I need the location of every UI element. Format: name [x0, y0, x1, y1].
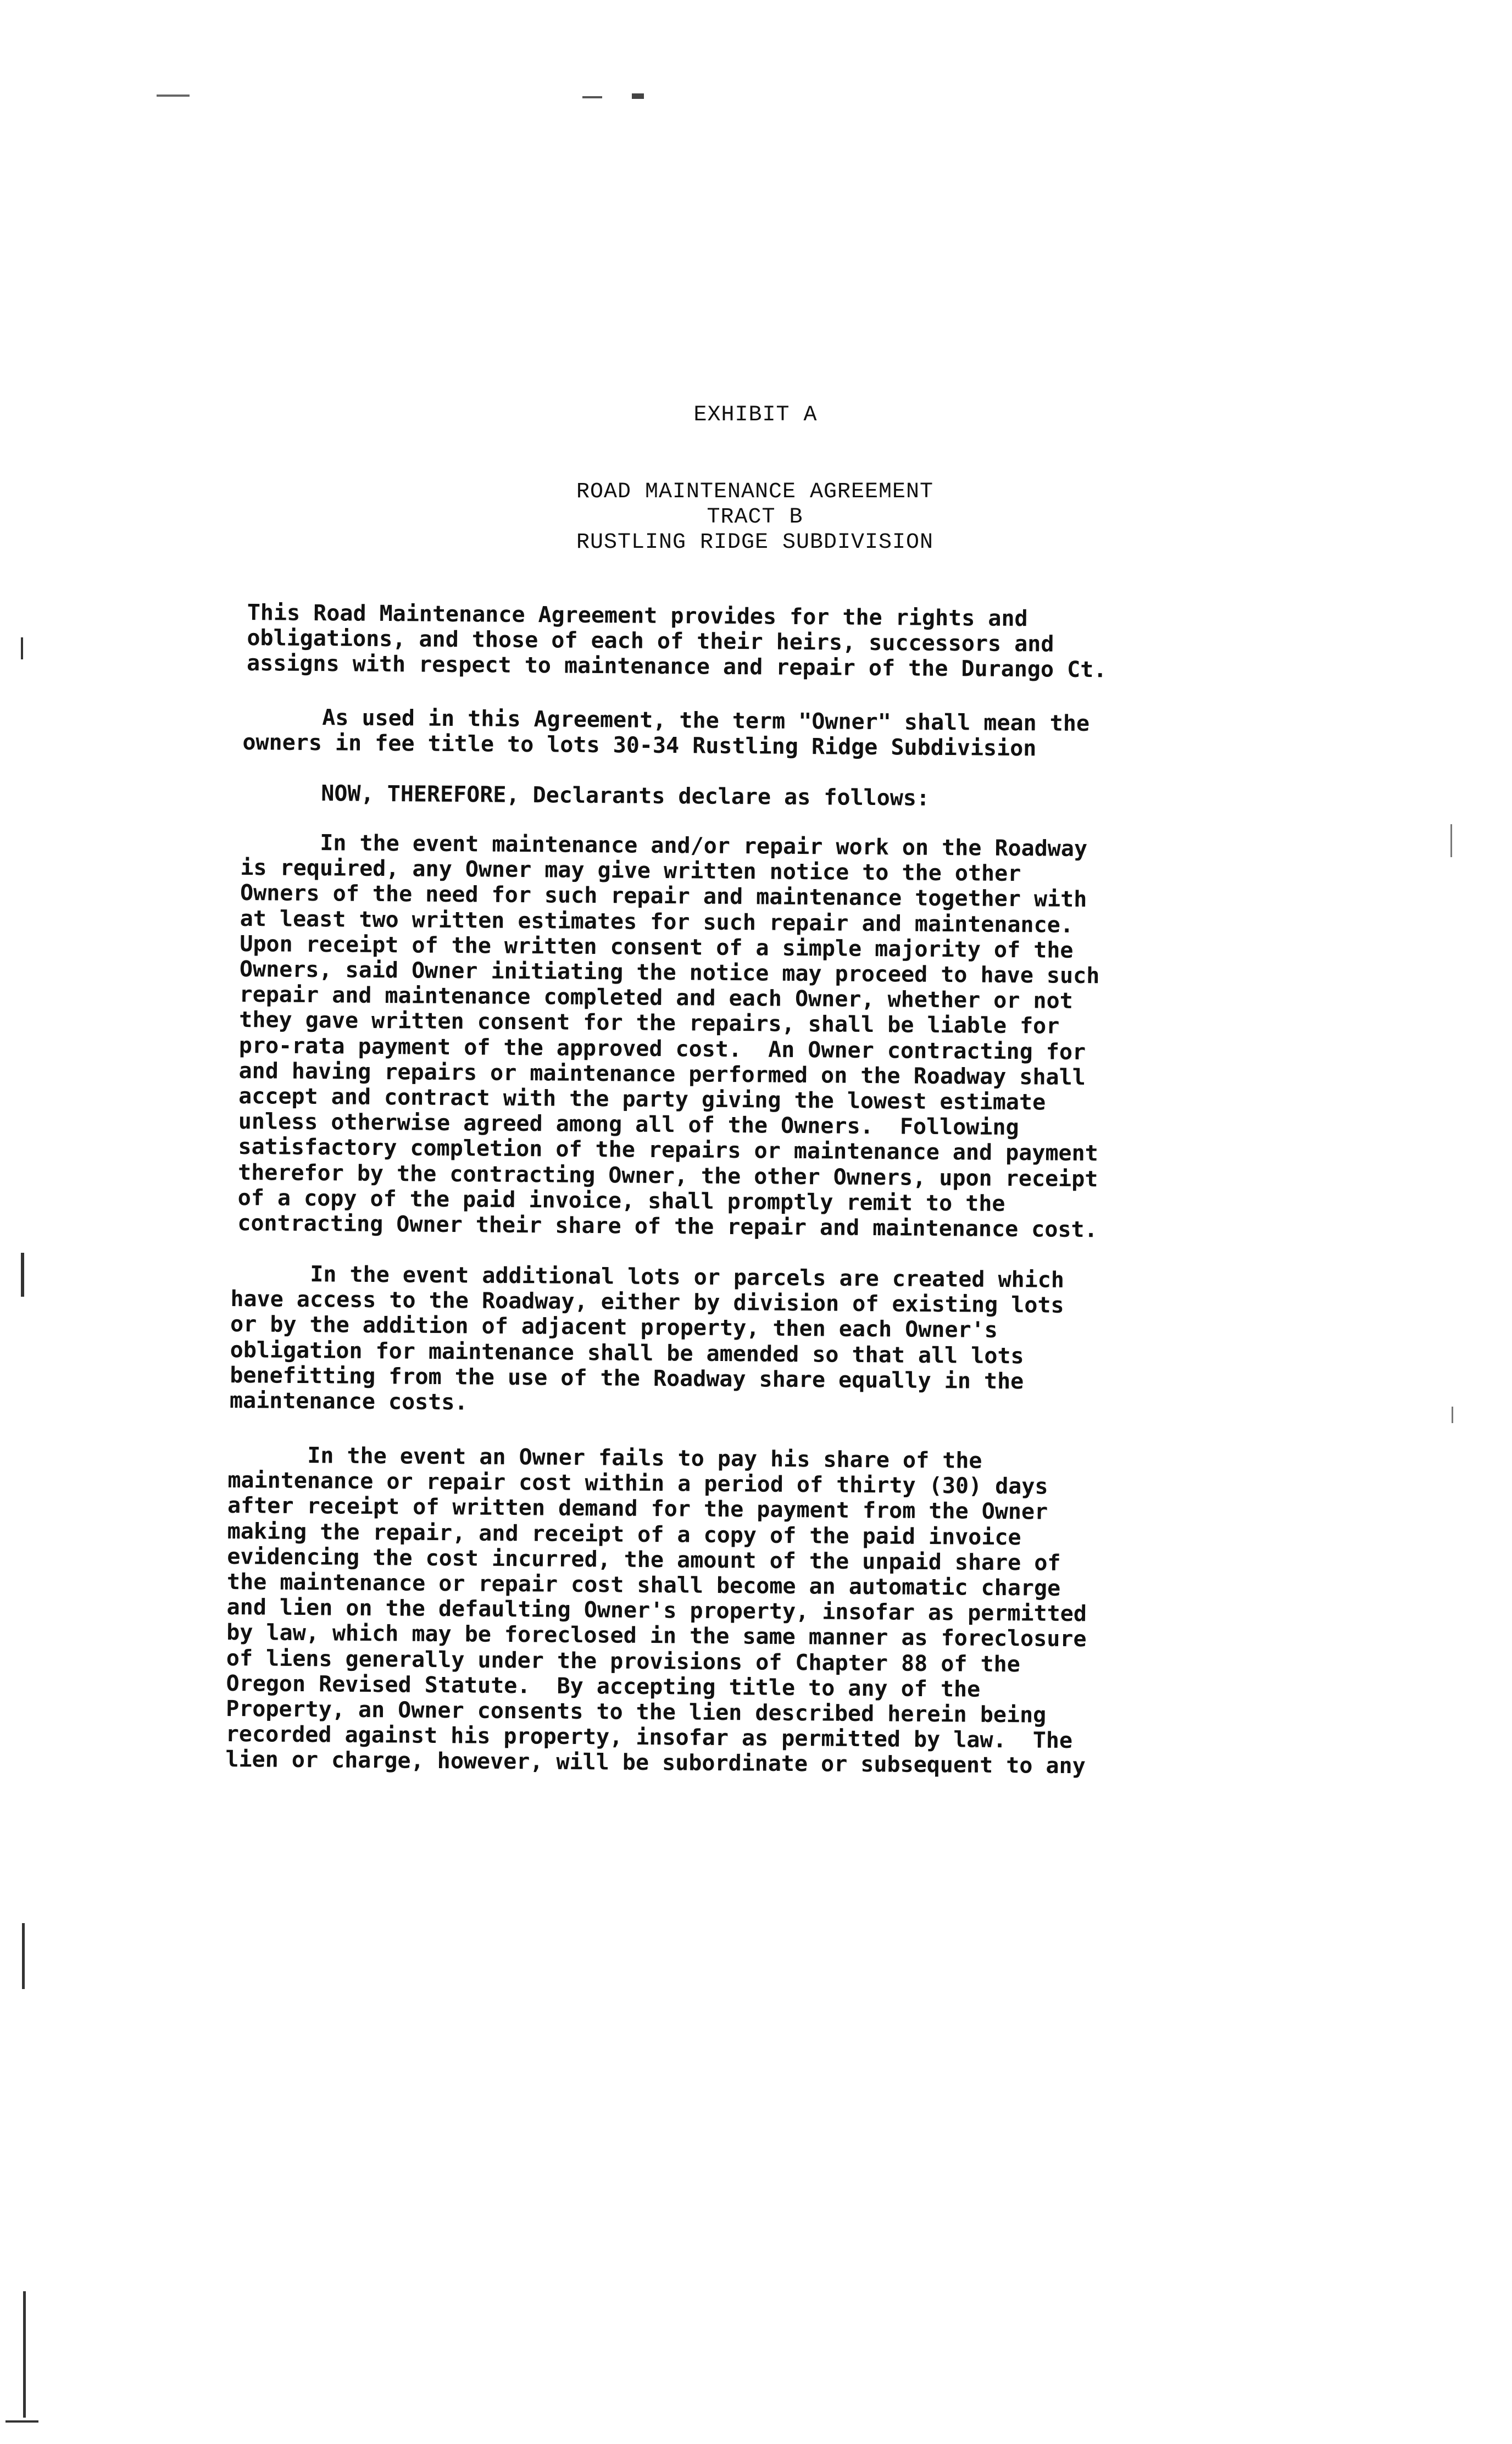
left-edge-mark [21, 1253, 24, 1297]
scan-mark [582, 96, 602, 98]
owner-definition-paragraph: As used in this Agreement, the term "Owner" shall mean the owners in fee title to lots 30-34 Rustling Ridge Subdivision [242, 704, 1090, 762]
right-edge-mark [1450, 824, 1452, 857]
subdivision-title: RUSTLING RIDGE SUBDIVISION [576, 530, 934, 555]
additional-lots-paragraph: In the event additional lots or parcels are created which have access to the Roadway, either by division of existing lots or by the addition of adjacent property, then each Owner's obligation for maintenance shall be amended so that all lots benefitting from the use of the Roadway share equally in the maintenance costs. [229, 1261, 1065, 1415]
left-edge-mark [21, 637, 23, 659]
right-edge-mark [1452, 1407, 1453, 1423]
left-edge-mark [22, 1923, 25, 1989]
scan-mark [632, 93, 644, 99]
bottom-edge-mark [5, 2420, 38, 2423]
repair-procedure-paragraph: In the event maintenance and/or repair work on the Roadway is required, any Owner may give written notice to the other Owners of the need for such repair and maintenance together with at least two written estimates for such repair and maintenance. Upon receipt of the written consent of a simple majority of the Owners, said Owner initiating the notice may proceed to have such repair and maintenance completed and each Owner, whether or not they gave written consent for the repairs, shall be liable for pro-rata payment of the approved cost. An Owner contracting for and having repairs or maintenance performed on the Roadway shall accept and contract with the party giving the lowest estimate unless otherwise agreed among all of the Owners. Following satisfactory completion of the repairs or maintenance and payment therefor by the contracting Owner, the other Owners, upon receipt of a copy of the paid invoice, shall promptly remit to the contracting Owner their share of the repair and maintenance cost. [237, 830, 1100, 1243]
scan-mark [157, 95, 190, 97]
agreement-title: ROAD MAINTENANCE AGREEMENT [576, 480, 934, 504]
exhibit-label: EXHIBIT A [693, 403, 818, 427]
declaration-paragraph: NOW, THEREFORE, Declarants declare as follows: [241, 780, 930, 811]
tract-title: TRACT B [707, 505, 803, 530]
left-edge-mark [23, 2291, 26, 2418]
intro-paragraph: This Road Maintenance Agreement provides for the rights and obligations, and those of each of their heirs, successors and assigns with respect to maintenance and repair of the Durango Ct. [246, 600, 1107, 683]
lien-paragraph: In the event an Owner fails to pay his share of the maintenance or repair cost within a period of thirty (30) days after receipt of written demand for the payment from the Owner making the repair, and receipt of a copy of the paid invoice evidencing the cost incurred, the amount of the unpaid share of the maintenance or repair cost shall become an automatic charge and lien on the defaulting Owner's property, insofar as permitted by law, which may be foreclosed in the same manner as foreclosure of liens generally under the provisions of Chapter 88 of the Oregon Revised Statute. By accepting title to any of the Property, an Owner consents to the lien described herein being recorded against his property, insofar as permitted by law. The lien or charge, however, will be subordinate or subsequent to any [225, 1442, 1087, 1779]
